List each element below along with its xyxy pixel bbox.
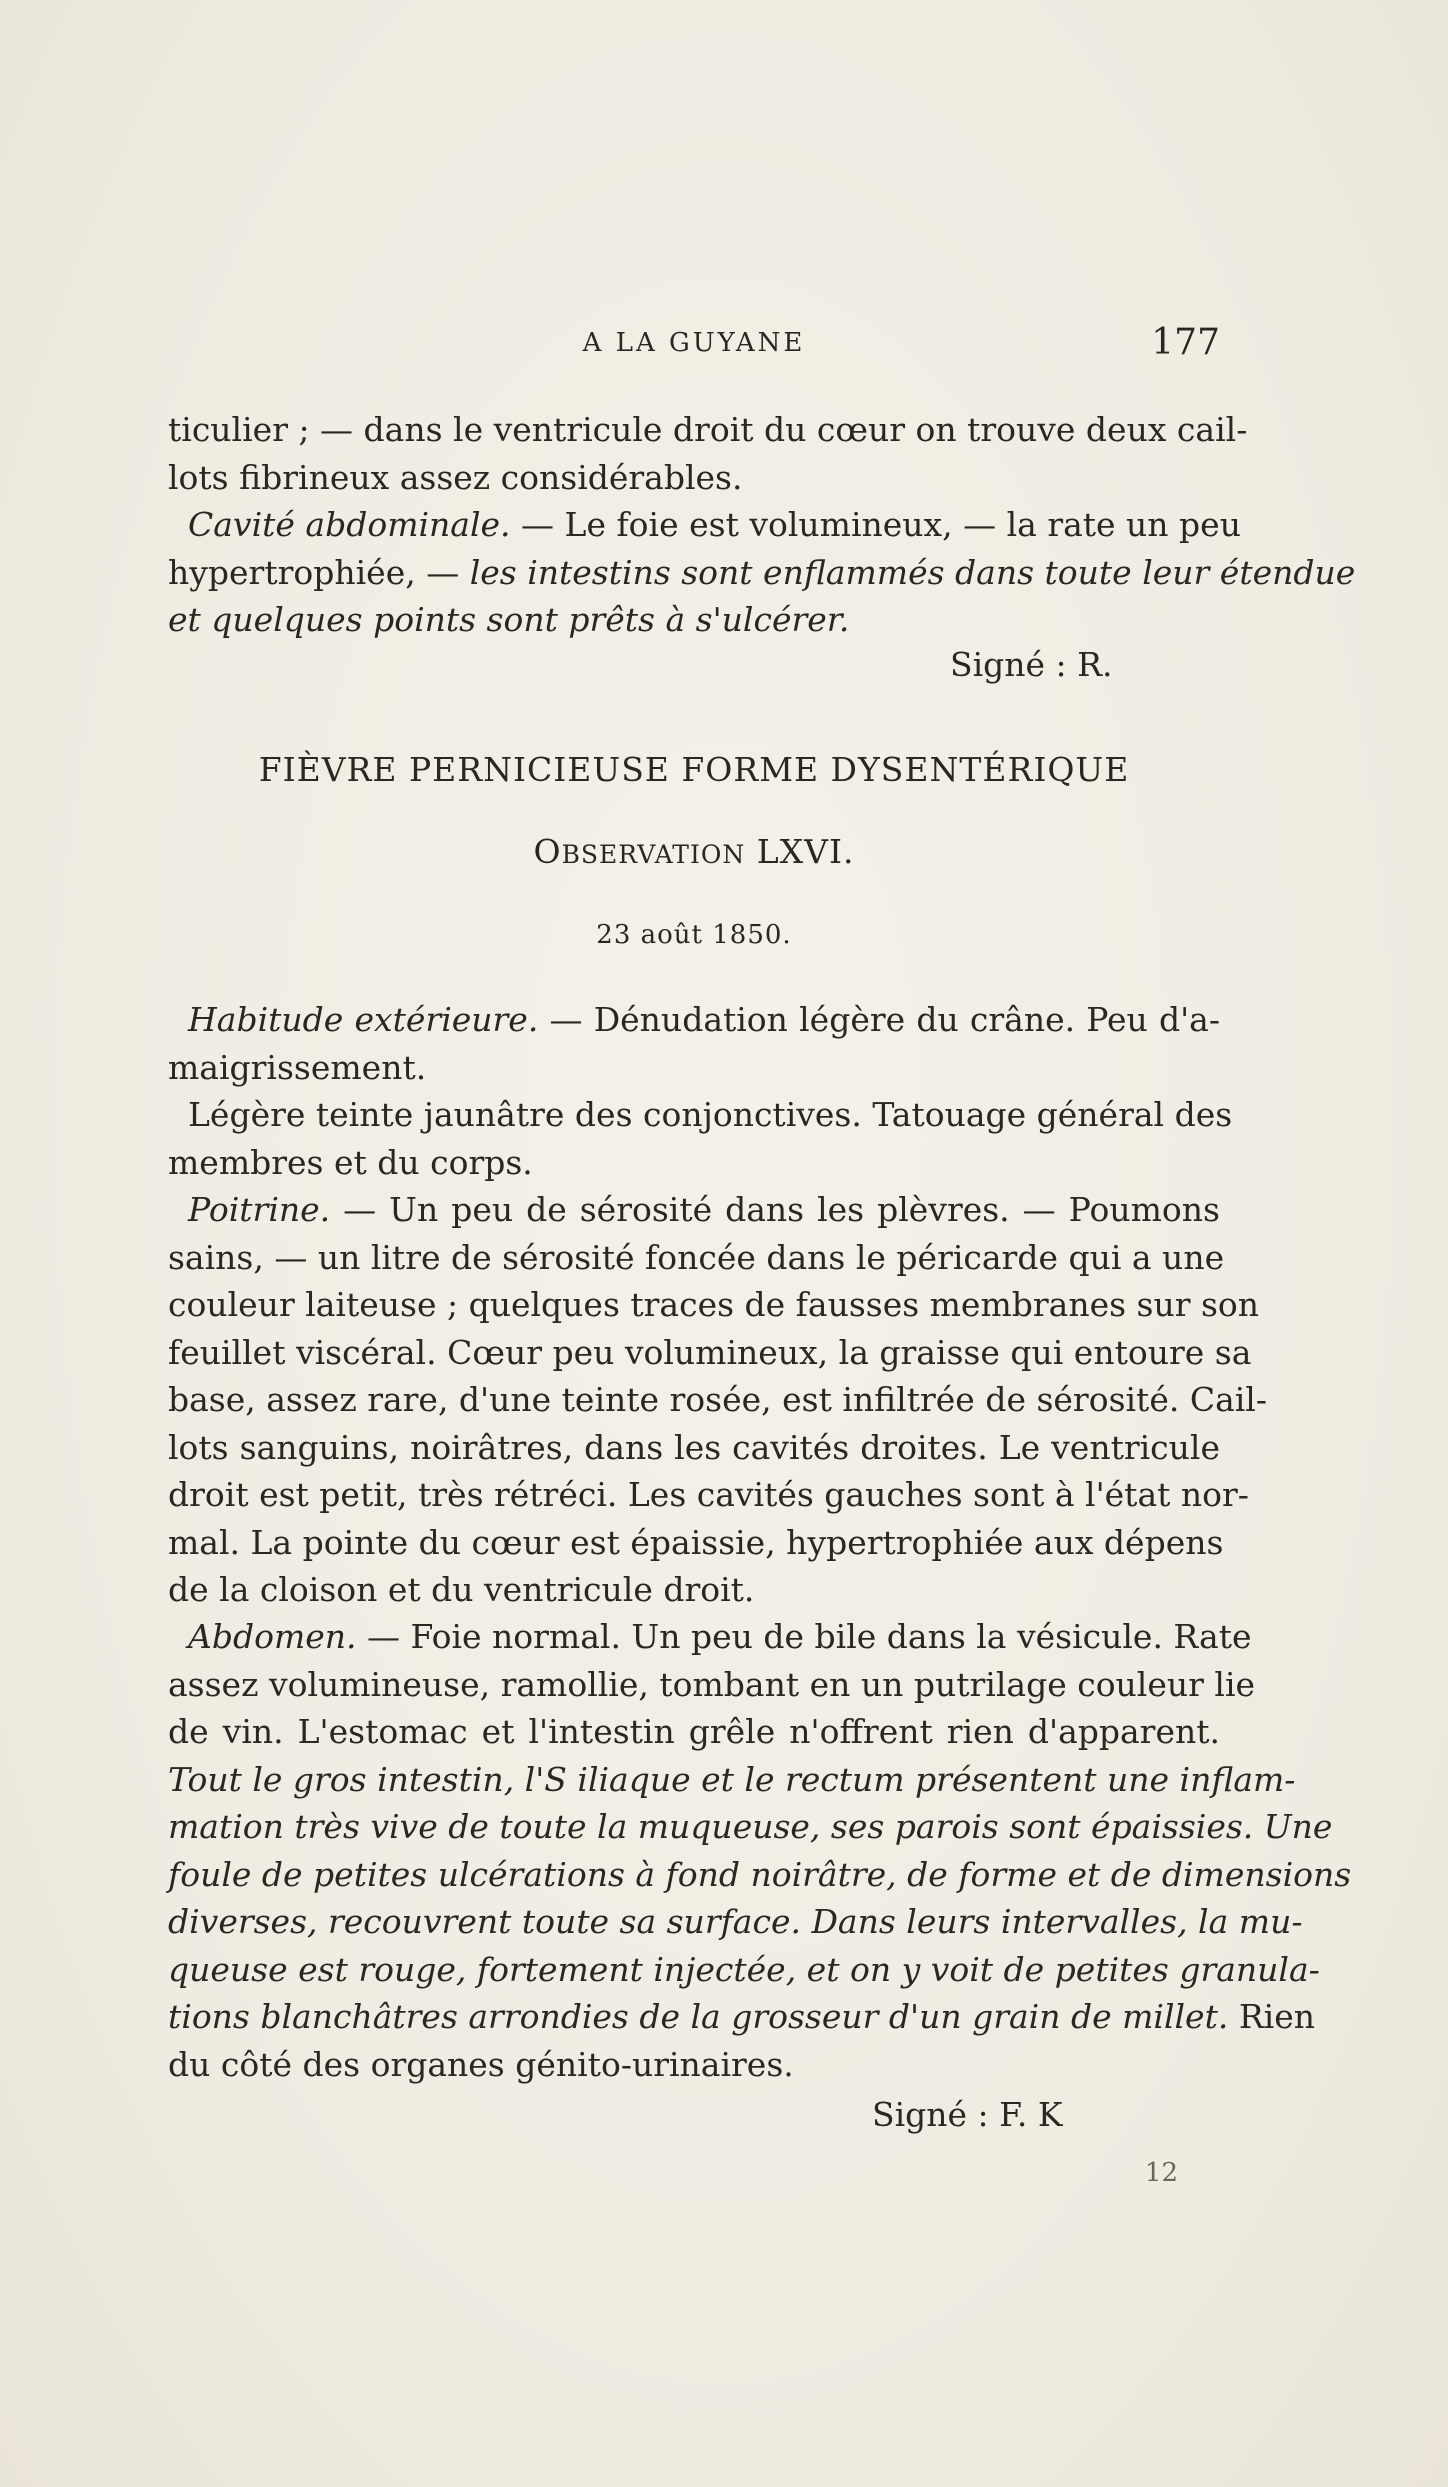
text-line: du côté des organes génito-urinaires. xyxy=(168,2044,794,2084)
signature-fk: Signé : F. K xyxy=(872,2095,1063,2134)
signature-r: Signé : R. xyxy=(950,645,1113,684)
text-line xyxy=(168,549,1356,597)
italic-span: les intestins sont enflammés dans toute leur étendue xyxy=(469,552,1356,592)
poitrine-paragraph xyxy=(168,1186,1268,1614)
text-line: de vin. L'estomac et l'intestin grêle n'offrent rien d'apparent. xyxy=(168,1712,1220,1751)
text-line: droit est petit, très rétréci. Les cavités gauches sont à l'état nor- xyxy=(168,1475,1249,1514)
text-line xyxy=(168,501,1241,549)
section-label: Cavité abdominale. xyxy=(188,505,511,544)
text-line: mal. La pointe du cœur est épaissie, hypertrophiée aux dépens xyxy=(168,1522,1224,1562)
text-line: ticulier ; — dans le ventricule droit du cœur on trouve deux cail- xyxy=(168,410,1248,449)
text-line: diverses, recouvrent toute sa surface. Dans leurs intervalles, la mu- xyxy=(168,1902,1303,1941)
text-line xyxy=(168,1993,1316,2041)
text-span: Rien xyxy=(1228,1997,1316,2036)
italic-span: tions blanchâtres arrondies de la grosseur d'un grain de millet. xyxy=(168,1997,1229,2036)
observation-date: 23 août 1850. xyxy=(596,920,792,950)
text-line: lots sanguins, noirâtres, dans les cavités droites. Le ventricule xyxy=(168,1427,1220,1467)
cavite-abdominale-paragraph xyxy=(168,501,1356,644)
text-span: — Le foie est volumineux, — la rate un peu xyxy=(510,505,1241,544)
text-line xyxy=(168,1186,1220,1234)
text-line: maigrissement. xyxy=(168,1047,427,1087)
section-label: Habitude extérieure. xyxy=(188,1000,539,1039)
text-line: Légère teinte jaunâtre des conjonctives. Tatouage général des xyxy=(188,1095,1233,1134)
section-title: FIÈVRE PERNICIEUSE FORME DYSENTÉRIQUE xyxy=(258,750,1130,789)
text-span: — Un peu de sérosité dans les plèvres. — Poumons xyxy=(330,1190,1220,1229)
text-line: membres et du corps. xyxy=(168,1142,533,1182)
text-line: et quelques points sont prêts à s'ulcérer. xyxy=(168,600,850,639)
observation-number: LXVI. xyxy=(756,832,855,871)
text-line: base, assez rare, d'une teinte rosée, est infiltrée de sérosité. Cail- xyxy=(168,1380,1268,1419)
observation-heading xyxy=(168,832,1220,871)
text-line: lots fibrineux assez considérables. xyxy=(168,457,743,497)
text-line: couleur laiteuse ; quelques traces de fausses membranes sur son xyxy=(168,1285,1260,1324)
text-line xyxy=(168,1613,1252,1661)
text-line xyxy=(168,996,1220,1044)
teinte-paragraph xyxy=(168,1091,1233,1186)
sheet-signature-mark: 12 xyxy=(1144,2158,1178,2188)
running-head xyxy=(168,318,1220,368)
observation-initial: O xyxy=(533,832,562,871)
abdomen-paragraph xyxy=(168,1613,1352,2088)
text-span: hypertrophiée, — xyxy=(168,552,470,592)
page-number: 177 xyxy=(1151,322,1220,363)
text-line: de la cloison et du ventricule droit. xyxy=(168,1570,755,1609)
running-head-title: A LA GUYANE xyxy=(582,328,806,358)
continued-paragraph xyxy=(168,406,1248,501)
text-line: assez volumineuse, ramollie, tombant en un putrilage couleur lie xyxy=(168,1664,1256,1704)
text-line: mation très vive de toute la muqueuse, ses parois sont épaissies. Une xyxy=(168,1807,1333,1846)
section-label: Poitrine. xyxy=(188,1190,331,1229)
text-line: feuillet viscéral. Cœur peu volumineux, la graisse qui entoure sa xyxy=(168,1332,1252,1372)
observation-word: BSERVATION xyxy=(561,840,746,869)
text-line: sains, — un litre de sérosité foncée dans le péricarde qui a une xyxy=(168,1237,1225,1277)
text-line: queuse est rouge, fortement injectée, et on y voit de petites granula- xyxy=(168,1949,1320,1989)
text-span: — Dénudation légère du crâne. Peu d'a- xyxy=(538,1000,1220,1039)
text-line: Tout le gros intestin, l'S iliaque et le rectum présentent une inflam- xyxy=(168,1759,1296,1799)
habitude-paragraph xyxy=(168,996,1220,1091)
section-label: Abdomen. xyxy=(188,1617,357,1656)
text-line: foule de petites ulcérations à fond noirâtre, de forme et de dimensions xyxy=(168,1854,1352,1894)
text-span: — Foie normal. Un peu de bile dans la vésicule. Rate xyxy=(356,1617,1252,1656)
